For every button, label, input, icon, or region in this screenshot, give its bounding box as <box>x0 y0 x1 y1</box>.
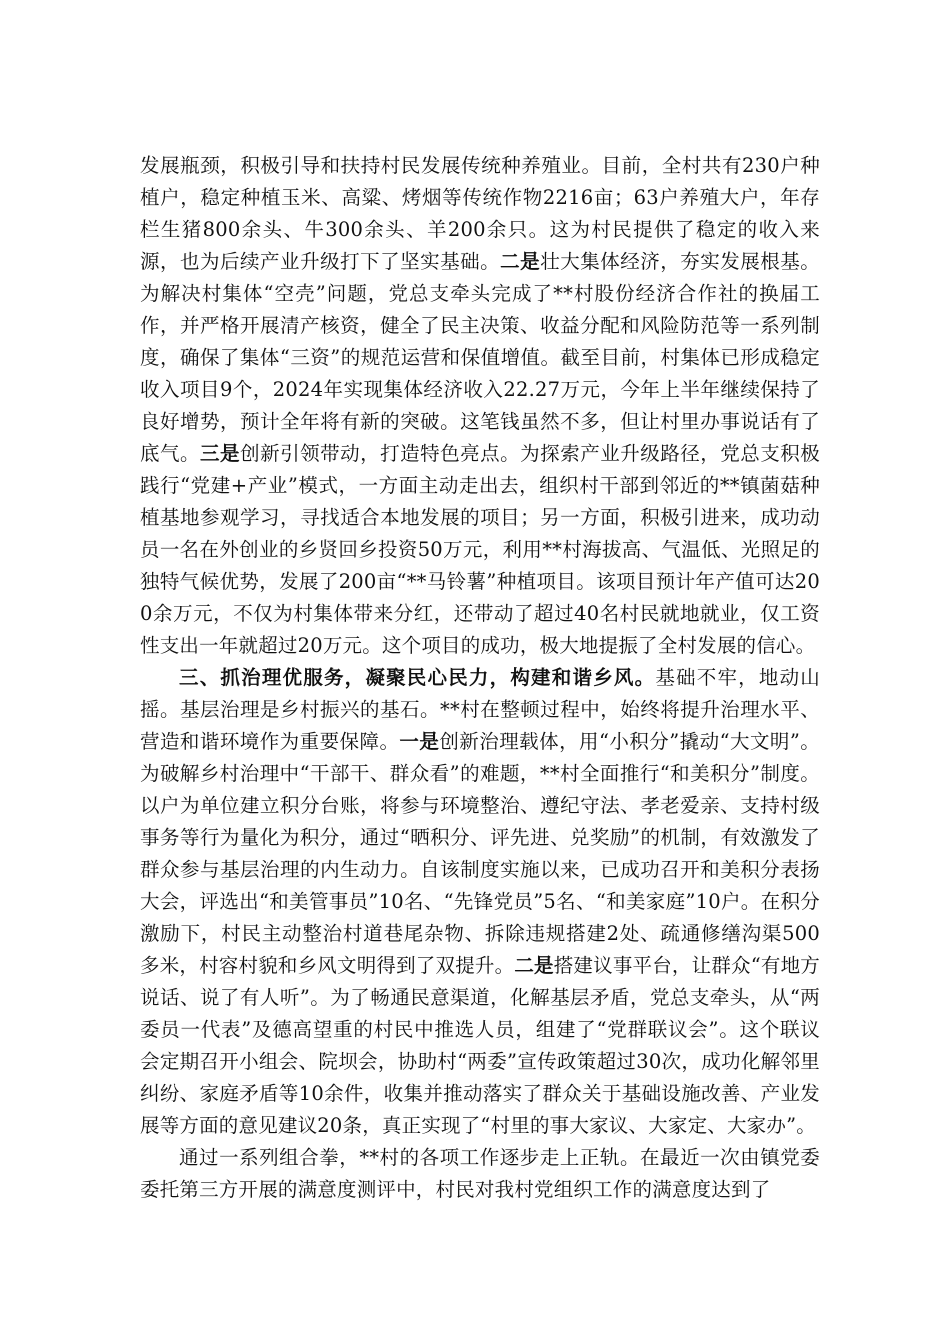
paragraph-text: 基础不牢，地动山摇。基层治理是乡村振兴的基石。**村在整顿过程中，始终将提升治理水平、营造和谐环境作为重要保障。 <box>140 666 820 753</box>
paragraph-text: 搭建议事平台，让群众“有地方说话、说了有人听”。为了畅通民意渠道，化解基层矛盾，党总支牵头，从“两委员一代表”及德高望重的村民中推选人员，组建了“党群联议会”。这个联议会定期召开小组会、院坝会，协助村“两委”宣传政策超过30次，成功化解邻里纠纷、家庭矛盾等10余件，收集并推动落实了群众关于基础设施改善、产业发展等方面的意见建议20条，真正实现了“村里的事大家议、大家定、大家办”。 <box>140 954 820 1137</box>
point-marker-two: 二是 <box>514 954 554 977</box>
paragraph-text: 创新引领带动，打造特色亮点。为探索产业升级路径，党总支积极践行“党建+产业”模式，一方面主动走出去，组织村干部到邻近的**镇菌菇种植基地参观学习，寻找适合本地发展的项目；另一方面，积极引进来，成功动员一名在外创业的乡贤回乡投资50万元，利用**村海拔高、气温低、光照足的独特气候优势，发展了200亩“**马铃薯”种植项目。该项目预计年产值可达200余万元，不仅为村集体带来分红，还带动了超过40名村民就地就业，仅工资性支出一年就超过20万元。这个项目的成功，极大地提振了全村发展的信心。 <box>140 442 820 657</box>
paragraph-governance <box>140 662 820 1142</box>
point-marker-two: 二是 <box>500 250 541 273</box>
paragraph-text: 发展瓶颈，积极引导和扶持村民发展传统种养殖业。目前，全村共有230户种植户，稳定种植玉米、高粱、烤烟等传统作物2216亩；63户养殖大户，年存栏生猪800余头、牛300余头、羊200余只。这为村民提供了稳定的收入来源，也为后续产业升级打下了坚实基础。 <box>140 154 820 273</box>
point-marker-three: 三是 <box>200 442 241 465</box>
paragraph-industry <box>140 150 820 662</box>
point-marker-one: 一是 <box>399 730 440 753</box>
section-heading: 三、抓治理优服务，凝聚民心民力，构建和谐乡风。 <box>179 666 656 689</box>
paragraph-conclusion <box>140 1142 820 1206</box>
paragraph-text: 壮大集体经济，夯实发展根基。为解决村集体“空壳”问题，党总支牵头完成了**村股份经济合作社的换届工作，并严格开展清产核资，健全了民主决策、收益分配和风险防范等一系列制度，确保了集体“三资”的规范运营和保值增值。截至目前，村集体已形成稳定收入项目9个，2024年实现集体经济收入22.27万元，今年上半年继续保持了良好增势，预计全年将有新的突破。这笔钱虽然不多，但让村里办事说话有了底气。 <box>140 250 820 465</box>
document-page <box>140 150 820 1206</box>
paragraph-text: 创新治理载体，用“小积分”撬动“大文明”。为破解乡村治理中“干部干、群众看”的难题，**村全面推行“和美积分”制度。以户为单位建立积分台账，将参与环境整治、遵纪守法、孝老爱亲、支持村级事务等行为量化为积分，通过“晒积分、评先进、兑奖励”的机制，有效激发了群众参与基层治理的内生动力。自该制度实施以来，已成功召开和美积分表扬大会，评选出“和美管事员”10名、“先锋党员”5名、“和美家庭”10户。在积分激励下，村民主动整治村道巷尾杂物、拆除违规搭建2处、疏通修缮沟渠500多米，村容村貌和乡风文明得到了双提升。 <box>140 730 821 977</box>
paragraph-text: 通过一系列组合拳，**村的各项工作逐步走上正轨。在最近一次由镇党委委托第三方开展的满意度测评中，村民对我村党组织工作的满意度达到了 <box>140 1146 820 1201</box>
